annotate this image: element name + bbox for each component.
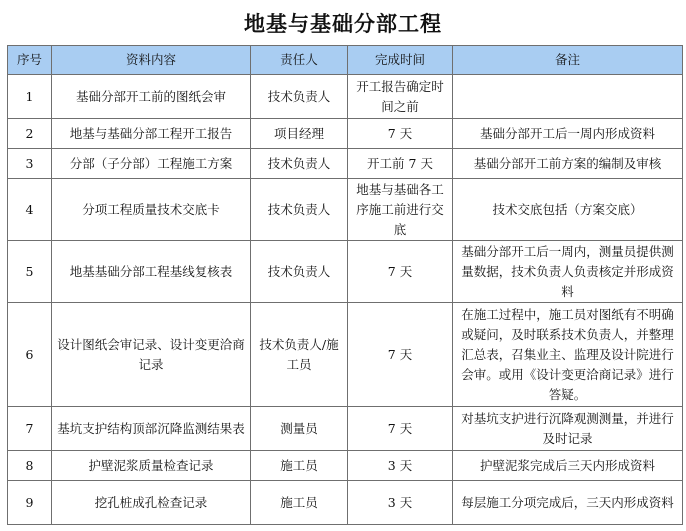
table-row — [8, 451, 683, 481]
row-time: 7 天 — [348, 241, 453, 303]
row-no: 3 — [8, 149, 52, 179]
row-content: 基础分部开工前的图纸会审 — [52, 75, 251, 119]
row-note: 基础分部开工后一周内形成资料 — [453, 119, 683, 149]
table-row — [8, 407, 683, 451]
row-note: 每层施工分项完成后，三天内形成资料 — [453, 481, 683, 525]
header-no: 序号 — [8, 46, 52, 75]
row-time: 开工前 7 天 — [348, 149, 453, 179]
row-no: 5 — [8, 241, 52, 303]
row-time: 开工报告确定时间之前 — [348, 75, 453, 119]
table-row — [8, 179, 683, 241]
row-content: 分项工程质量技术交底卡 — [52, 179, 251, 241]
header-content: 资料内容 — [52, 46, 251, 75]
row-no: 9 — [8, 481, 52, 525]
row-time: 7 天 — [348, 119, 453, 149]
row-note — [453, 75, 683, 119]
row-time: 地基与基础各工序施工前进行交底 — [348, 179, 453, 241]
row-note: 技术交底包括（方案交底） — [453, 179, 683, 241]
row-no: 6 — [8, 303, 52, 407]
header-note: 备注 — [453, 46, 683, 75]
row-owner: 技术负责人 — [251, 241, 348, 303]
row-owner: 技术负责人 — [251, 179, 348, 241]
data-table — [7, 45, 683, 525]
row-time: 3 天 — [348, 451, 453, 481]
row-content: 设计图纸会审记录、设计变更洽商记录 — [52, 303, 251, 407]
table-row — [8, 241, 683, 303]
row-note: 基础分部开工前方案的编制及审核 — [453, 149, 683, 179]
table-row — [8, 119, 683, 149]
row-no: 1 — [8, 75, 52, 119]
row-content: 护壁泥浆质量检查记录 — [52, 451, 251, 481]
row-time: 3 天 — [348, 481, 453, 525]
row-owner: 施工员 — [251, 451, 348, 481]
row-no: 2 — [8, 119, 52, 149]
row-owner: 技术负责人 — [251, 75, 348, 119]
row-owner: 施工员 — [251, 481, 348, 525]
row-note: 基础分部开工后一周内，测量员提供测量数据，技术负责人负责核定并形成资料 — [453, 241, 683, 303]
row-owner: 测量员 — [251, 407, 348, 451]
header-row — [8, 46, 683, 75]
table-row — [8, 149, 683, 179]
row-content: 地基与基础分部工程开工报告 — [52, 119, 251, 149]
row-content: 分部（子分部）工程施工方案 — [52, 149, 251, 179]
table-row — [8, 75, 683, 119]
row-note: 护壁泥浆完成后三天内形成资料 — [453, 451, 683, 481]
row-time: 7 天 — [348, 407, 453, 451]
row-content: 挖孔桩成孔检查记录 — [52, 481, 251, 525]
row-content: 基坑支护结构顶部沉降监测结果表 — [52, 407, 251, 451]
row-owner: 技术负责人/施工员 — [251, 303, 348, 407]
table-row — [8, 303, 683, 407]
page-title: 地基与基础分部工程 — [244, 12, 442, 36]
row-note: 对基坑支护进行沉降观测测量，并进行及时记录 — [453, 407, 683, 451]
row-note: 在施工过程中，施工员对图纸有不明确或疑问，及时联系技术负责人，并整理汇总表，召集业主、监理及设计院进行会审。或用《设计变更洽商记录》进行答疑。 — [453, 303, 683, 407]
row-owner: 项目经理 — [251, 119, 348, 149]
header-time: 完成时间 — [348, 46, 453, 75]
row-no: 7 — [8, 407, 52, 451]
table-row — [8, 481, 683, 525]
row-owner: 技术负责人 — [251, 149, 348, 179]
row-no: 4 — [8, 179, 52, 241]
row-content: 地基基础分部工程基线复核表 — [52, 241, 251, 303]
header-owner: 责任人 — [251, 46, 348, 75]
row-no: 8 — [8, 451, 52, 481]
row-time: 7 天 — [348, 303, 453, 407]
